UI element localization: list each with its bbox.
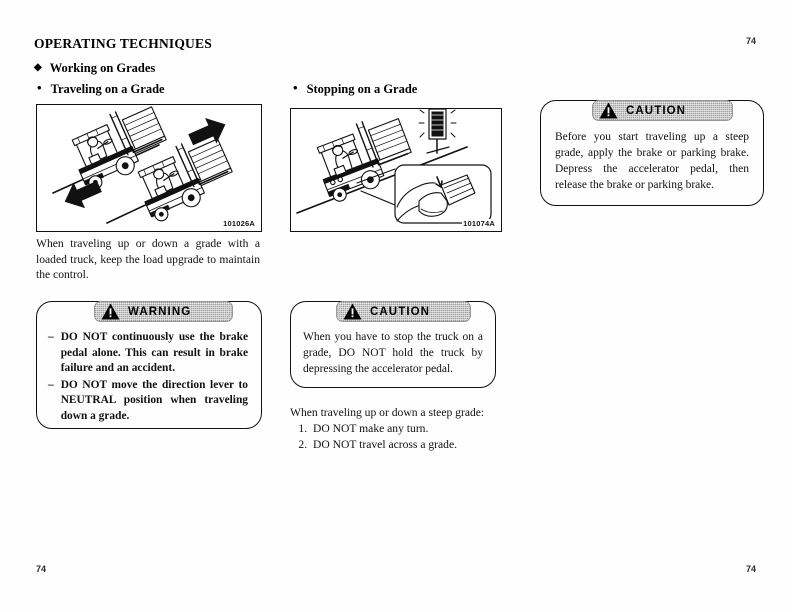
- diamond-bullet-icon: ◆: [34, 61, 42, 73]
- forklift-stopping-illustration: [291, 109, 501, 231]
- warning-triangle-icon: [343, 303, 362, 320]
- heading-traveling-on-a-grade: [37, 82, 165, 97]
- caution-body-text: When you have to stop the truck on a grade, DO NOT hold the truck by depressing the accelerator pedal.: [303, 331, 483, 375]
- list-item: 2. DO NOT travel across a grade.: [310, 437, 522, 453]
- steep-grade-steps: [290, 405, 522, 454]
- dot-bullet-icon: •: [37, 80, 42, 95]
- steps-list: [290, 421, 522, 453]
- caution-banner-label: CAUTION: [370, 305, 431, 318]
- warning-triangle-icon: [599, 102, 618, 119]
- caution-banner-label: CAUTION: [626, 104, 687, 117]
- warning-triangle-icon: [101, 303, 120, 320]
- heading-stopping-on-a-grade: [293, 82, 417, 97]
- warning-banner: [94, 301, 233, 322]
- warning-item-list: [48, 330, 248, 424]
- pedal-detail-inset: [395, 165, 491, 223]
- figure-id-traveling: 101026A: [223, 219, 255, 228]
- page-number-bottom-left: 74: [36, 564, 47, 574]
- list-item: [48, 330, 248, 377]
- page-title: OPERATING TECHNIQUES: [34, 36, 212, 51]
- warning-box-brake-pedal: [36, 301, 262, 429]
- dash-bullet-icon: –: [48, 331, 54, 343]
- caution-body-text: Before you start traveling up a steep grade, apply the brake or parking brake. Depress the accelerator pedal, then release the brake or parking brake.: [555, 131, 749, 191]
- caution-box-before-traveling: [540, 100, 764, 206]
- figure-traveling-on-a-grade: [36, 104, 262, 232]
- page-number-bottom-right: 74: [745, 564, 756, 574]
- figure-id-stopping: 101074A: [463, 219, 495, 228]
- list-item: 1. DO NOT make any turn.: [310, 421, 522, 437]
- caution-box-stopping: [290, 301, 496, 388]
- list-item: [48, 378, 248, 425]
- forklift-on-grade-illustration: [37, 105, 261, 231]
- figure-stopping-on-a-grade: [290, 108, 502, 232]
- warning-body: [48, 330, 248, 424]
- heading-working-on-grades-label: Working on Grades: [49, 61, 156, 75]
- heading-traveling-on-a-grade-label: Traveling on a Grade: [50, 82, 165, 96]
- dash-bullet-icon: –: [48, 378, 54, 391]
- caption-traveling: When traveling up or down a grade with a loaded truck, keep the load upgrade to maintain the control.: [36, 237, 260, 282]
- caution-banner: [592, 100, 733, 121]
- dot-bullet-icon: •: [293, 80, 298, 95]
- caution-banner: [336, 301, 471, 322]
- warning-banner-label: WARNING: [128, 305, 192, 318]
- traffic-signal-icon: [419, 109, 456, 153]
- steps-intro: When traveling up or down a steep grade:: [290, 406, 485, 419]
- warning-item-text: DO NOT continuously use the brake pedal alone. This can result in brake failure and an accident.: [60, 331, 248, 374]
- warning-item-text: DO NOT move the direction lever to NEUTRAL position when traveling down a grade.: [60, 378, 248, 422]
- page-number-top-right: 74: [745, 36, 756, 46]
- heading-stopping-on-a-grade-label: Stopping on a Grade: [306, 82, 418, 96]
- heading-working-on-grades: [34, 61, 155, 76]
